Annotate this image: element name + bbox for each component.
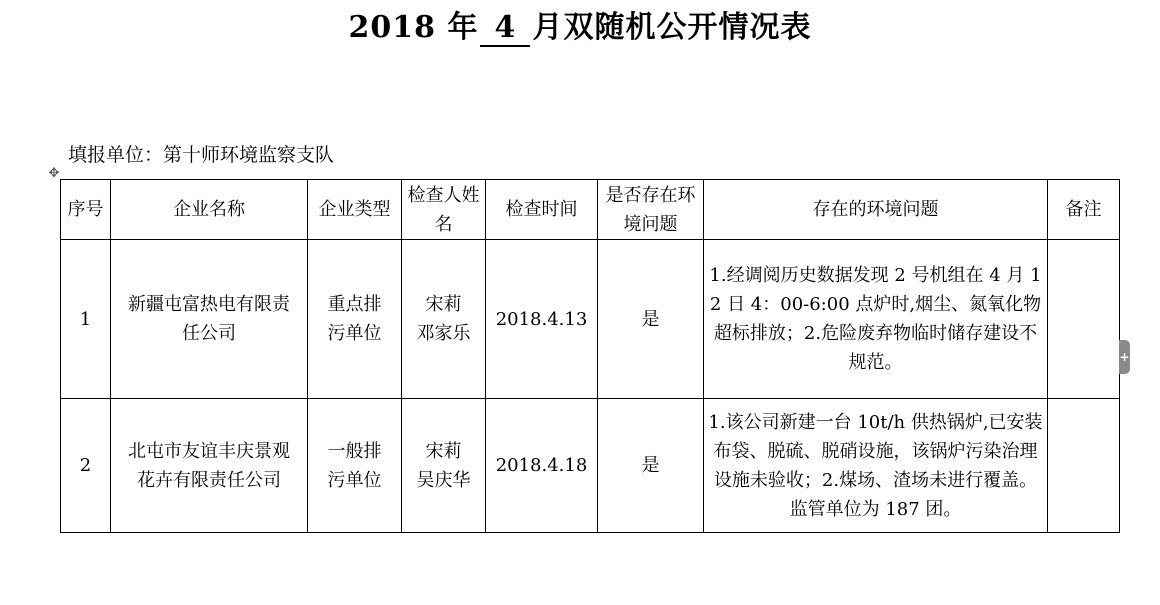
header-no: 序号 [61, 180, 111, 240]
cell-date: 2018.4.13 [486, 240, 598, 399]
table-header-row [61, 180, 1120, 240]
header-has-issue: 是否存在环境问题 [598, 180, 704, 240]
inspector-name: 吴庆华 [416, 469, 471, 491]
title-month: 4 [480, 11, 530, 47]
header-company: 企业名称 [111, 180, 308, 240]
inspector-name: 宋莉 [425, 294, 462, 315]
table-row [61, 399, 1120, 533]
inspector-name: 宋莉 [425, 440, 462, 462]
cell-has-issue: 是 [598, 399, 704, 533]
header-issues: 存在的环境问题 [704, 180, 1048, 240]
header-remark: 备注 [1048, 180, 1120, 240]
cell-remark [1048, 240, 1120, 399]
move-handle-icon[interactable]: ✥ [48, 166, 60, 181]
inspector-name: 邓家乐 [416, 323, 471, 344]
cell-issues: 1.经调阅历史数据发现 2 号机组在 4 月 12 日 4：00-6:00 点炉时,烟尘、氮氧化物超标排放；2.危险废弃物临时储存建设不规范。 [704, 240, 1048, 399]
cell-no: 1 [61, 240, 111, 399]
header-date: 检查时间 [486, 180, 598, 240]
title-prefix: 2018 年 [348, 10, 479, 45]
cell-no: 2 [61, 399, 111, 533]
cell-date: 2018.4.18 [486, 399, 598, 533]
cell-has-issue: 是 [598, 240, 704, 399]
plus-icon[interactable]: + [1119, 340, 1130, 374]
cell-inspector [402, 399, 486, 533]
cell-type: 重点排污单位 [308, 240, 402, 399]
cell-issues: 1.该公司新建一台 10t/h 供热锅炉,已安装布袋、脱硫、脱硝设施，该锅炉污染治理设施未验收；2.煤场、渣场未进行覆盖。监管单位为 187 团。 [704, 399, 1048, 533]
table-row [61, 240, 1120, 399]
cell-type: 一般排污单位 [308, 399, 402, 533]
header-inspector: 检查人姓名 [402, 180, 486, 240]
inspection-table [60, 179, 1120, 533]
header-type: 企业类型 [308, 180, 402, 240]
cell-inspector [402, 240, 486, 399]
cell-company: 新疆屯富热电有限责任公司 [111, 240, 308, 399]
cell-remark [1048, 399, 1120, 533]
cell-company: 北屯市友谊丰庆景观花卉有限责任公司 [111, 399, 308, 533]
filler-unit: 填报单位：第十师环境监察支队 [68, 144, 335, 166]
title-suffix: 月双随机公开情况表 [532, 10, 812, 45]
page-title [0, 8, 1160, 48]
